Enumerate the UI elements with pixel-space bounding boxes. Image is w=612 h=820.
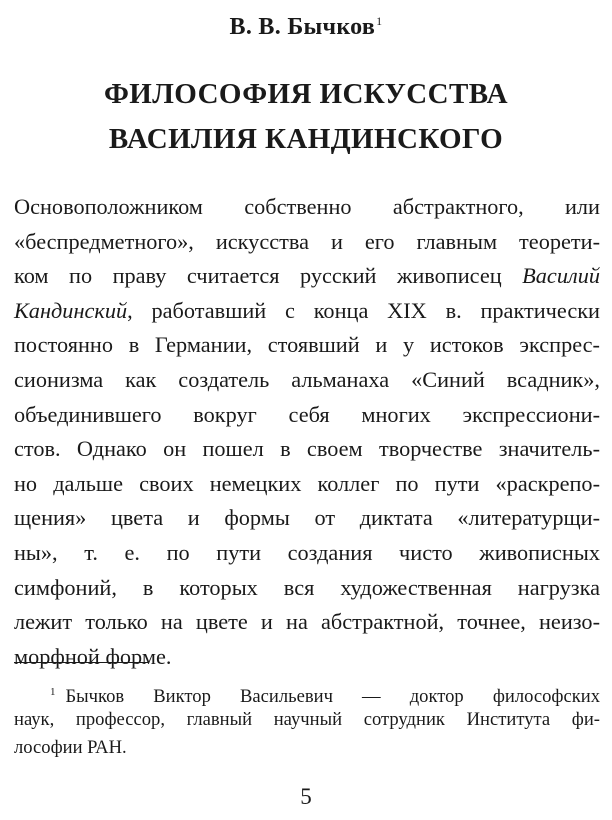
- text-line: постоянно в Германии, стоявший и у истоков экспрес-: [14, 332, 600, 358]
- text-line: лежит только на цвете и на абстрактной, точнее, неизо-: [14, 609, 600, 635]
- text-line: Основоположником собственно абстрактного, или: [14, 194, 600, 219]
- text-line: но дальше своих немецких коллег по пути «раскрепо-: [14, 470, 600, 496]
- page-number: 5: [300, 784, 312, 809]
- chapter-title-line-1: ФИЛОСОФИЯ ИСКУССТВА: [103, 78, 508, 110]
- footnote-mark: 1: [50, 686, 56, 698]
- text-line: объединившего вокруг себя многих экспрессиони-: [14, 401, 600, 427]
- text-line: «беспредметного», искусства и его главным теорети-: [14, 228, 600, 254]
- italic-name: Кандинский: [14, 297, 128, 323]
- text-line: щения» цвета и формы от диктата «литературщи-: [14, 505, 600, 531]
- chapter-title-line-2: ВАСИЛИЯ КАНДИНСКОГО: [108, 123, 504, 155]
- footnote-divider: [14, 662, 148, 663]
- text-line: сионизма как создатель альманаха «Синий всадник»,: [14, 366, 600, 392]
- text-line: морфной форме.: [14, 643, 172, 669]
- text-line: Кандинский, работавший с конца XIX в. практически: [14, 297, 600, 323]
- footnote: [14, 678, 600, 762]
- author-footnote-mark: 1: [376, 14, 383, 28]
- footnote-line: наук, профессор, главный научный сотрудник Института фи-: [14, 709, 600, 730]
- chapter-title: [0, 72, 612, 162]
- footnote-line: лософии РАН.: [14, 737, 127, 758]
- text-line: симфоний, в которых вся художественная нагрузка: [14, 574, 600, 600]
- text-line: ком по праву считается русский живописец Василий: [14, 263, 600, 289]
- text-line: стов. Однако он пошел в своем творчестве значитель-: [14, 436, 600, 462]
- author-name: В. В. Бычков: [229, 14, 376, 40]
- body-paragraph: [14, 190, 600, 674]
- footnote-line: $^1$ Бычков Виктор Васильевич — доктор философских: [50, 686, 600, 708]
- text-line: ны», т. е. по пути создания чисто живописных: [14, 539, 600, 565]
- author-heading: [0, 14, 612, 41]
- italic-name: Василий: [522, 263, 600, 289]
